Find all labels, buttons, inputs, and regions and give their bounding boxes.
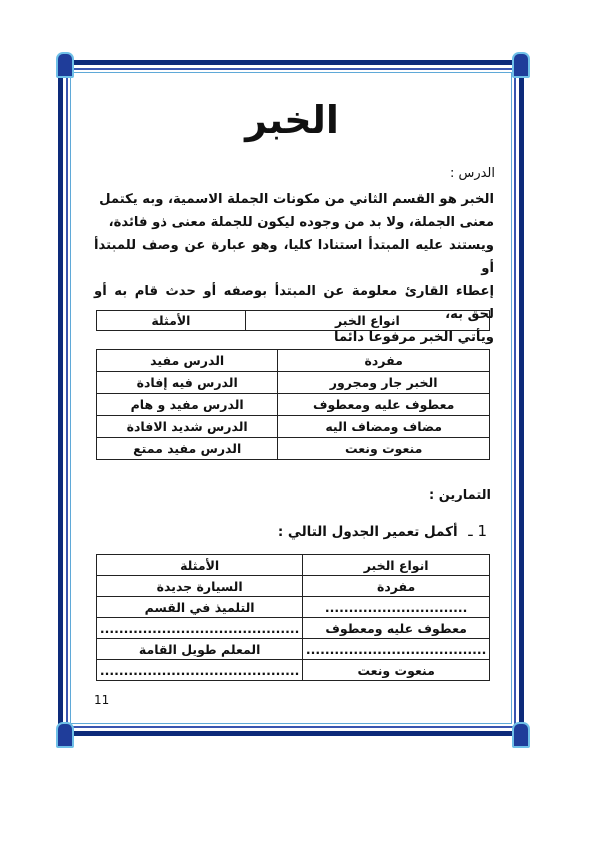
paragraph-line: إعطاء القارئ معلومة عن المبتدأ بوصفه أو حدث قام به أو لحق به، — [94, 284, 494, 322]
example-cell: السيارة جديدة — [97, 576, 303, 597]
paragraph-line: ويستند عليه المبتدأ استنادا كليا، وهو عبارة عن وصف للمبتدأ أو — [94, 238, 494, 276]
example-blank-cell[interactable]: .......................................... — [97, 618, 303, 639]
frame-corner-ornament — [56, 52, 74, 78]
exercise-table — [96, 554, 490, 681]
table-row — [97, 372, 490, 394]
paragraph-line: معنى الجملة، ولا بد من وجوده ليكون للجملة معنى ذو فائدة، — [108, 215, 494, 230]
type-blank-cell[interactable]: .............................. — [303, 597, 490, 618]
table-row — [97, 311, 490, 331]
type-cell: منعوت ونعت — [278, 438, 490, 460]
page-number: 11 — [94, 693, 110, 707]
table-row — [97, 350, 490, 372]
frame-corner-ornament — [512, 722, 530, 748]
table-row — [97, 639, 490, 660]
paragraph-line: ويأتي الخبر مرفوعا دائما — [334, 330, 494, 345]
example-cell: التلميذ في القسم — [97, 597, 303, 618]
example-cell: المعلم طويل القامة — [97, 639, 303, 660]
question-text: أكمل تعمير الجدول التالي : — [277, 524, 458, 540]
example-cell: الدرس مفيد ممتع — [97, 438, 278, 460]
table-row — [97, 597, 490, 618]
column-header-examples: الأمثلة — [97, 311, 246, 331]
examples-table — [96, 349, 490, 460]
example-cell: الدرس شديد الافادة — [97, 416, 278, 438]
type-blank-cell[interactable]: ...................................... — [303, 639, 490, 660]
type-cell: الخبر جار ومجرور — [278, 372, 490, 394]
frame-corner-ornament — [56, 722, 74, 748]
table-row — [97, 618, 490, 639]
table-row — [97, 576, 490, 597]
example-cell: الدرس مفيد و هام — [97, 394, 278, 416]
table-row — [97, 555, 490, 576]
type-cell: منعوت ونعت — [303, 660, 490, 681]
exercises-heading: التمارين : — [428, 488, 491, 503]
example-cell: الدرس فيه إفادة — [97, 372, 278, 394]
example-cell: الدرس مفيد — [97, 350, 278, 372]
table-row — [97, 438, 490, 460]
type-cell: مفردة — [278, 350, 490, 372]
column-header-types: انواع الخبر — [303, 555, 490, 576]
column-header-types: انواع الخبر — [245, 311, 489, 331]
question-1 — [278, 522, 487, 540]
column-header-examples: الأمثلة — [97, 555, 303, 576]
page-title: الخبر — [245, 98, 339, 142]
table-row — [97, 416, 490, 438]
type-cell: مضاف ومضاف اليه — [278, 416, 490, 438]
type-cell: معطوف عليه ومعطوف — [303, 618, 490, 639]
type-cell: مفردة — [303, 576, 490, 597]
table-row — [97, 660, 490, 681]
frame-corner-ornament — [512, 52, 530, 78]
table-row — [97, 394, 490, 416]
question-number: 1 ـ — [468, 522, 487, 540]
types-header-table — [96, 310, 490, 331]
example-blank-cell[interactable]: .......................................... — [97, 660, 303, 681]
lesson-label: الدرس : — [449, 166, 495, 181]
paragraph-line: الخبر هو القسم الثاني من مكونات الجملة الاسمية، وبه يكتمل — [99, 192, 494, 207]
type-cell: معطوف عليه ومعطوف — [278, 394, 490, 416]
